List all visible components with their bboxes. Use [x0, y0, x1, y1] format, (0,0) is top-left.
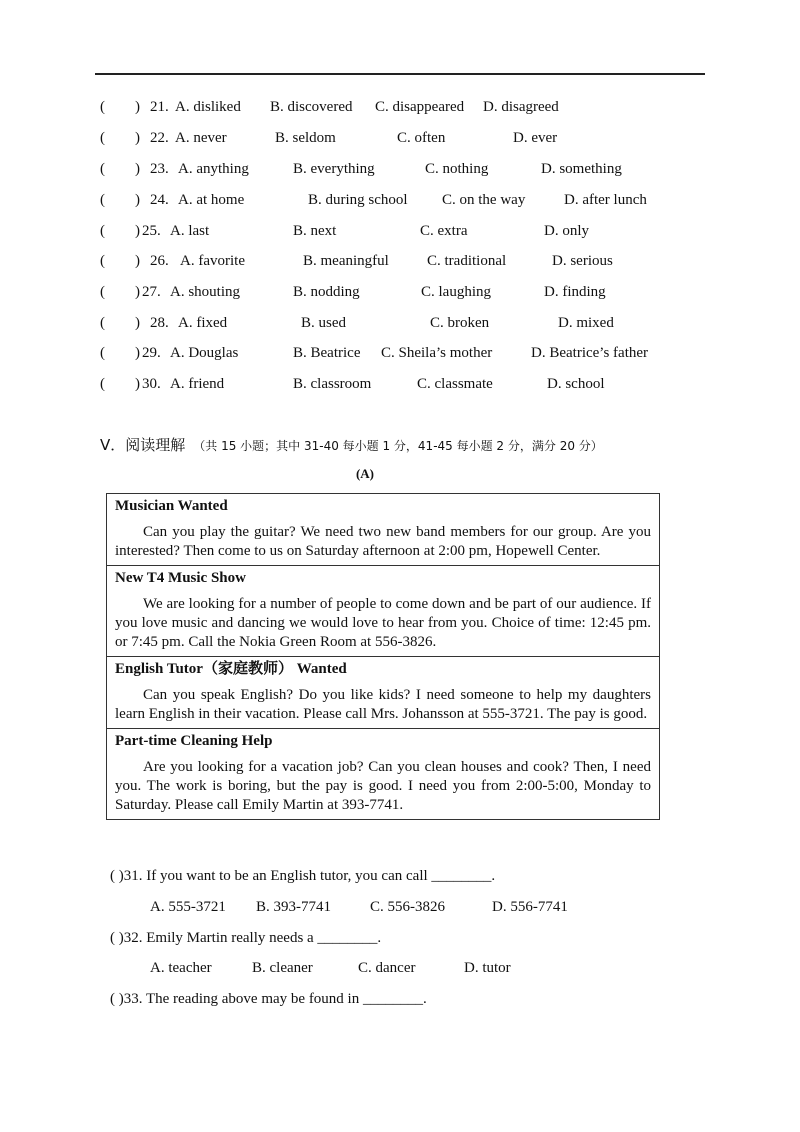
option-b: B. nodding [293, 284, 360, 300]
answer-paren: ( ) [100, 345, 140, 361]
option-c: C. extra [420, 223, 468, 239]
ad-title: Part-time Cleaning Help [115, 733, 273, 749]
option-b: B. meaningful [303, 253, 389, 269]
answer-paren: ( ) [100, 253, 140, 269]
answer-paren: ( ) [100, 315, 140, 331]
option-b: B. everything [293, 161, 375, 177]
option-c: C. classmate [417, 376, 493, 392]
ads-table [106, 493, 660, 820]
option-d: D. something [541, 161, 622, 177]
option-b: B. Beatrice [293, 345, 361, 361]
passage-label: (A) [355, 466, 375, 481]
ad-musician [107, 494, 659, 565]
option-a: A. anything [178, 161, 249, 177]
option-d: D. tutor [464, 960, 511, 976]
question-number: 29. [142, 345, 161, 361]
option-c: C. disappeared [375, 99, 465, 115]
ad-cleaning-help [107, 728, 659, 819]
option-c: C. 556-3826 [370, 899, 445, 915]
option-c: C. nothing [425, 161, 489, 177]
option-d: D. after lunch [564, 192, 647, 208]
option-d: D. ever [513, 130, 558, 146]
option-c: C. broken [430, 315, 490, 331]
option-a: A. at home [178, 192, 245, 208]
option-a: A. teacher [150, 960, 212, 976]
ad-body: Can you speak English? Do you like kids? I need someone to help my daughters learn English in their vacation. Please call Mrs. Johansson at 555-3721. The pay is good. [115, 687, 651, 722]
question-number: 25. [142, 223, 161, 239]
ad-music-show [107, 565, 659, 656]
option-d: D. finding [544, 284, 606, 300]
option-a: A. 555-3721 [150, 899, 226, 915]
answer-paren: ( ) [100, 376, 140, 392]
option-b: B. cleaner [252, 960, 313, 976]
ad-body: Can you play the guitar? We need two new band members for our group. Are you interested? Then come to us on Saturday afternoon at 2:00 pm, Hopewell Center. [115, 524, 651, 559]
option-c: C. on the way [442, 192, 526, 208]
option-a: A. favorite [180, 253, 245, 269]
question-number: 26. [150, 253, 169, 269]
question-number: 23. [150, 161, 169, 177]
option-b: B. next [293, 223, 337, 239]
option-c: C. traditional [427, 253, 507, 269]
option-a: A. disliked [175, 99, 241, 115]
question-number: 30. [142, 376, 161, 392]
ad-english-tutor [107, 656, 659, 728]
option-d: D. 556-7741 [492, 899, 568, 915]
option-c: C. Sheila’s mother [381, 345, 493, 361]
option-c: C. often [397, 130, 446, 146]
option-b: B. 393-7741 [256, 899, 331, 915]
option-d: D. serious [552, 253, 613, 269]
ad-title: Musician Wanted [115, 498, 228, 514]
question-33-stem: ( )33. The reading above may be found in ________. [110, 991, 427, 1007]
option-a: A. Douglas [170, 345, 239, 361]
option-d: D. disagreed [483, 99, 559, 115]
question-number: 28. [150, 315, 169, 331]
option-a: A. last [170, 223, 210, 239]
option-d: D. school [547, 376, 605, 392]
question-31-stem: ( )31. If you want to be an English tutor, you can call ________. [110, 868, 496, 884]
section-title: V．阅读理解 [100, 436, 186, 454]
answer-paren: ( ) [100, 161, 140, 177]
option-b: B. used [301, 315, 346, 331]
question-32-stem: ( )32. Emily Martin really needs a ________. [110, 930, 382, 946]
top-rule [95, 73, 705, 75]
question-number: 21. [150, 99, 169, 115]
option-d: D. only [544, 223, 589, 239]
option-a: A. never [175, 130, 227, 146]
option-a: A. friend [170, 376, 225, 392]
question-number: 22. [150, 130, 169, 146]
option-b: B. during school [308, 192, 408, 208]
answer-paren: ( ) [100, 99, 140, 115]
option-d: D. Beatrice’s father [531, 345, 649, 361]
option-a: A. fixed [178, 315, 228, 331]
option-b: B. seldom [275, 130, 336, 146]
option-b: B. classroom [293, 376, 372, 392]
ad-title: New T4 Music Show [115, 570, 246, 586]
option-c: C. dancer [358, 960, 416, 976]
question-number: 24. [150, 192, 169, 208]
option-b: B. discovered [270, 99, 353, 115]
section-heading [100, 433, 603, 457]
question-number: 27. [142, 284, 161, 300]
answer-paren: ( ) [100, 192, 140, 208]
ad-title: English Tutor（家庭教师） Wanted [115, 661, 347, 677]
answer-paren: ( ) [100, 284, 140, 300]
ad-body: We are looking for a number of people to come down and be part of our audience. If you love music and dancing we would love to hear from you. Choice of time: 12:45 pm. or 7:45 pm. Call the Nokia Green Room at 556-3826. [115, 596, 651, 650]
section-note: （共 15 小题；其中 31-40 每小题 1 分，41-45 每小题 2 分，满分 20 分） [193, 439, 603, 453]
answer-paren: ( ) [100, 223, 140, 239]
ad-body: Are you looking for a vacation job? Can you clean houses and cook? Then, I need you. The work is boring, but the pay is good. I need you from 2:00-5:00, Monday to Saturday. Please call Emily Martin at 393-7741. [115, 759, 651, 813]
answer-paren: ( ) [100, 130, 140, 146]
option-a: A. shouting [170, 284, 241, 300]
option-c: C. laughing [421, 284, 491, 300]
option-d: D. mixed [558, 315, 614, 331]
